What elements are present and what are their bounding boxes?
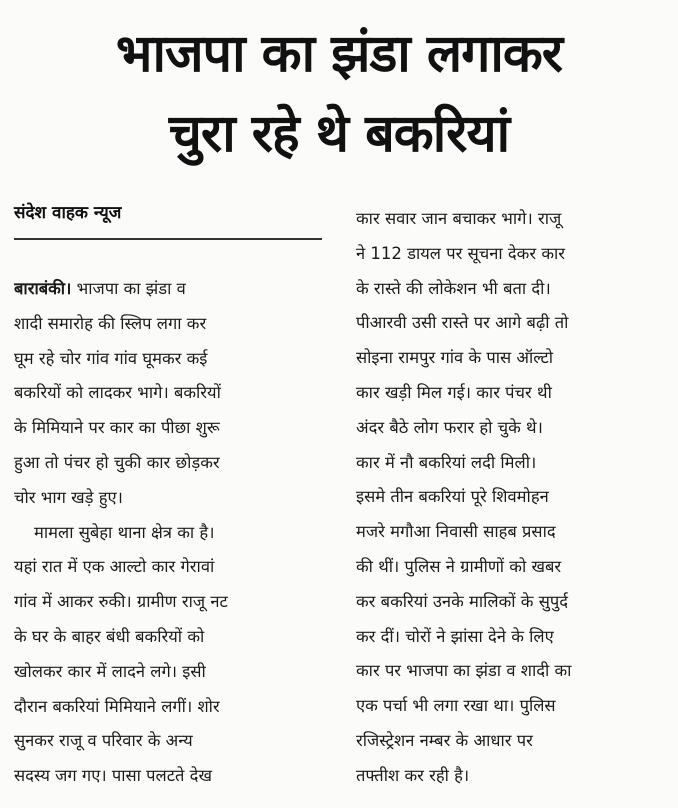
article-line: कार में नौ बकरियां लदी मिली। (356, 452, 537, 472)
article-line: कर बकरियां उनके मालिकों के सुपुर्द (356, 591, 568, 611)
headline-line-2: चुरा रहे थे बकरियां (168, 104, 510, 164)
article-line: मामला सुबेहा थाना क्षेत्र का है। (34, 522, 215, 542)
byline: संदेश वाहक न्यूज (14, 203, 122, 223)
article-line: कार खड़ी मिल गई। कार पंचर थी (356, 382, 552, 402)
article-line: की थीं। पुलिस ने ग्रामीणों को खबर (356, 556, 562, 576)
headline-line-1: भाजपा का झंडा लगाकर (115, 24, 563, 84)
byline-divider (14, 238, 322, 240)
article-line: कार सवार जान बचाकर भागे। राजू (356, 209, 562, 228)
article-line: चोर भाग खड़े हुए। (14, 487, 123, 507)
article-line: अंदर बैठे लोग फरार हो चुके थे। (356, 417, 543, 437)
article-line: गांव में आकर रुकी। ग्रामीण राजू नट (14, 592, 228, 612)
article-line: के रास्ते की लोकेशन भी बता दी। (356, 278, 551, 298)
article-line: पीआरवी उसी रास्ते पर आगे बढ़ी तो (356, 313, 569, 333)
article-line: मजरे मगौआ निवासी साहब प्रसाद (356, 522, 556, 542)
article-line: सुनकर राजू व परिवार के अन्य (14, 731, 193, 751)
article-line: सोइना रामपुर गांव के पास ऑल्टो (356, 348, 554, 368)
article-line: तफ्तीश कर रही है। (356, 765, 470, 785)
dateline: बाराबंकी। (14, 279, 72, 298)
article-column-left (14, 272, 326, 794)
article-line: खोलकर कार में लादने लगे। इसी (14, 661, 206, 681)
article-line-text: भाजपा का झंडा व (76, 279, 186, 298)
article-line: हुआ तो पंचर हो चुकी कार छोड़कर (14, 452, 220, 472)
article-line: के मिमियाने पर कार का पीछा शुरू (14, 418, 220, 438)
article-line: दौरान बकरियां मिमियाने लगीं। शोर (14, 696, 220, 716)
article-line: कार पर भाजपा का झंडा व शादी का (356, 661, 572, 681)
headline (0, 14, 678, 174)
article-line: रजिस्ट्रेशन नम्बर के आधार पर (356, 730, 533, 750)
article-line: सदस्य जग गए। पासा पलटते देख (14, 766, 212, 786)
article-line: बकरियों को लादकर भागे। बकरियों (14, 383, 221, 403)
article-line: ने 112 डायल पर सूचना देकर कार (356, 243, 566, 263)
article-line: के घर के बाहर बंधी बकरियों को (14, 626, 205, 646)
article-line (14, 272, 326, 307)
article-line: यहां रात में एक आल्टो कार गेरावां (14, 557, 215, 577)
article-column-right (356, 202, 666, 794)
article-line: शादी समारोह की स्लिप लगा कर (14, 313, 207, 333)
article-line: घूम रहे चोर गांव गांव घूमकर कई (14, 348, 208, 368)
article-line: कर दीं। चोरों ने झांसा देने के लिए (356, 626, 554, 646)
article-line: एक पर्चा भी लगा रखा था। पुलिस (356, 696, 556, 716)
article-line: इसमे तीन बकरियां पूरे शिवमोहन (356, 487, 549, 507)
